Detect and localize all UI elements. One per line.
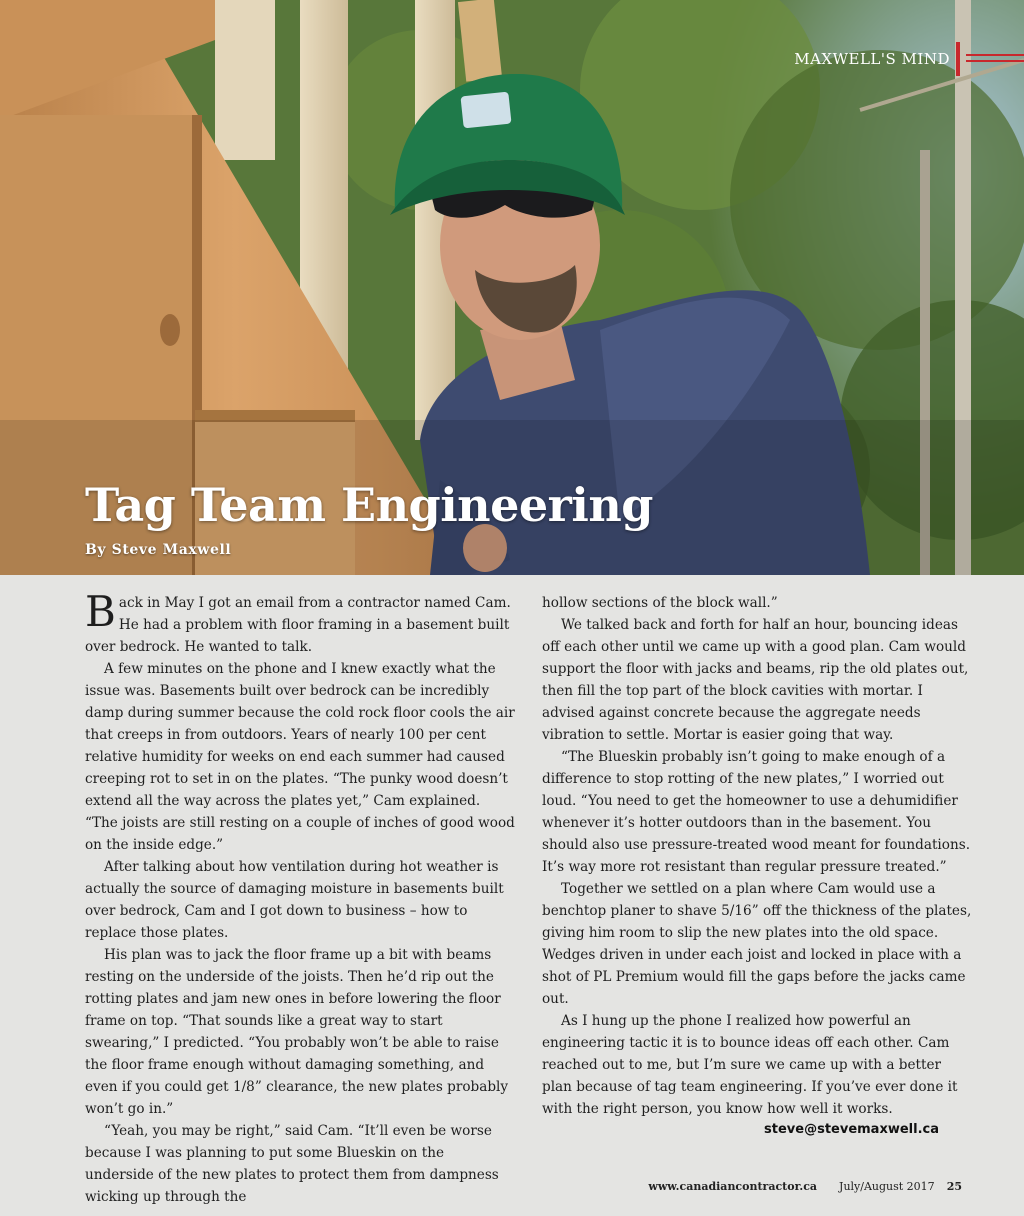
paragraph-2: A few minutes on the phone and I knew exactly what the issue was. Basements built over bedrock can be incredibly damp during summer because the cold rock floor cools the air that creeps in from outdoors. Years of nearly 100 per cent relative humidity for weeks on end each summer had caused creeping rot to set in on the plates. “The punky wood doesn’t extend all the way across the plates yet,” Cam explained. “The joists are still resting on a couple of inches of good wood on the inside edge.” (85, 661, 515, 853)
paragraph-5: “Yeah, you may be right,” said Cam. “It’ll even be worse because I was planning to put some Blueskin on the underside of the new plates to protect them from dampness wicking up through the (85, 1123, 499, 1205)
article-column-left (85, 587, 515, 1208)
footer-issue: July/August 2017 (839, 1180, 935, 1193)
paragraph-6: We talked back and forth for half an hour, bouncing ideas off each other until we came up with a good plan. Cam would support the floor with jacks and beams, rip the old plates out, then fill the top part of the block cavities with mortar. I advised against concrete because the aggregate needs vibration to settle. Mortar is easier going that way. (542, 617, 969, 743)
paragraph-4: His plan was to jack the floor frame up a bit with beams resting on the underside of the joists. Then he’d rip out the rotting plates and jam new ones in before lowering the floor frame on top. “That sounds like a great way to start swearing,” I predicted. “You probably won’t be able to raise the floor frame enough without damaging something, and even if you could get 1/8” clearance, the new plates probably won’t go in.” (85, 947, 509, 1117)
drop-cap: B (85, 587, 116, 636)
page-number: 25 (946, 1180, 962, 1193)
paragraph-9: As I hung up the phone I realized how powerful an engineering tactic it is to bounce ideas off each other. Cam reached out to me, but I’m sure we came up with a better plan because of tag team engineering. If you’ve ever done it with the right person, you know how well it works. (542, 1013, 958, 1117)
paragraph-3: After talking about how ventilation during hot weather is actually the source of damaging moisture in basements built over bedrock, Cam and I got down to business – how to replace those plates. (85, 859, 504, 941)
paragraph-1: Back in May I got an email from a contractor named Cam. He had a problem with floor framing in a basement built over bedrock. He wanted to talk. (85, 587, 511, 655)
section-tag-rule (956, 42, 1024, 76)
hero-photo (0, 0, 1024, 575)
article-byline: By Steve Maxwell (85, 542, 232, 558)
author-email-link[interactable]: steve@stevemaxwell.ca (764, 1122, 939, 1137)
page-footer (648, 1180, 962, 1193)
paragraph-8: Together we settled on a plan where Cam would use a benchtop planer to shave 5/16” off the thickness of the plates, giving him room to slip the new plates into the old space. Wedges driven in under each joist and locked in place with a shot of PL Premium would fill the gaps before the jacks came out. (542, 881, 972, 1007)
paragraph-5-continued: hollow sections of the block wall.” (542, 595, 778, 611)
footer-url-link[interactable]: www.canadiancontractor.ca (648, 1180, 818, 1193)
article-title: Tag Team Engineering (85, 478, 653, 532)
section-tag: MAXWELL'S MIND (794, 50, 950, 68)
paragraph-7: “The Blueskin probably isn’t going to make enough of a difference to stop rotting of the new plates,” I worried out loud. “You need to get the homeowner to use a dehumidifier whenever it’s hotter outdoors than in the basement. You should also use pressure-treated wood meant for foundations. It’s way more rot resistant than regular pressure treated.” (542, 749, 971, 875)
article-column-right (542, 592, 972, 1120)
